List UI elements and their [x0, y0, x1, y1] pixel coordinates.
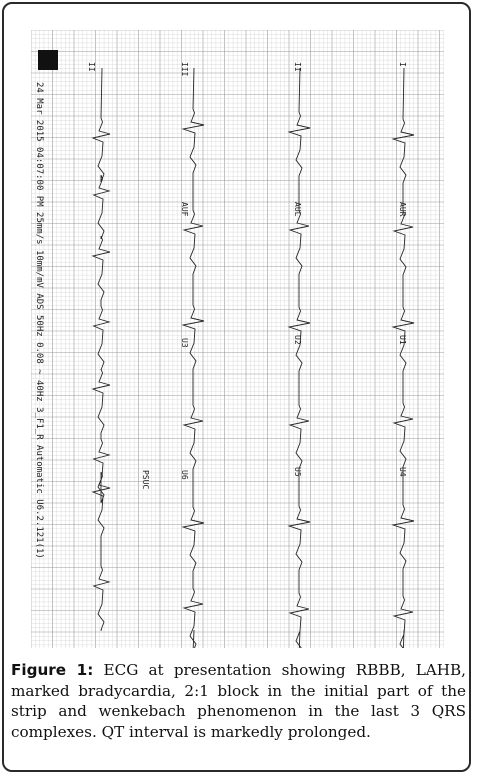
lead-label-ii-rhythm: II — [87, 62, 96, 72]
lead-label-v4: U4 — [398, 467, 407, 477]
lead-label-ii: II — [293, 62, 302, 72]
black-marker — [38, 50, 58, 70]
caption-text: ECG at presentation showing RBBB, LAHB, marked bradycardia, 2:1 block in the initial part of the strip and wenkebach phenomenon in the last 3 QRS complexes. QT interval is markedly prolonged. — [11, 661, 467, 741]
pvc-label: PSUC — [141, 470, 150, 490]
caption-label: Figure 1: — [11, 661, 94, 679]
figure-caption — [11, 660, 466, 742]
lead-label-i: I — [398, 62, 407, 67]
lead-label-v1: U1 — [398, 335, 407, 345]
lead-label-avr: AUR — [398, 202, 407, 217]
lead-label-v5: U5 — [293, 467, 302, 477]
ecg-header-text: 24 Mar 2015 04:07:00 PM 25mm/s 10mm/mV ADS 50Hz 0.08 ~ 40Hz 3_F1_R Automatic U6.2.121(1) — [34, 82, 44, 559]
ecg-image — [31, 30, 444, 648]
lead-label-iii: III — [180, 62, 189, 77]
lead-label-avl: AUL — [293, 202, 302, 217]
lead-label-v3: U3 — [180, 338, 189, 348]
lead-label-avf: AUF — [180, 202, 189, 217]
lead-label-v6: U6 — [180, 470, 189, 480]
lead-label-v2: U2 — [293, 335, 302, 345]
